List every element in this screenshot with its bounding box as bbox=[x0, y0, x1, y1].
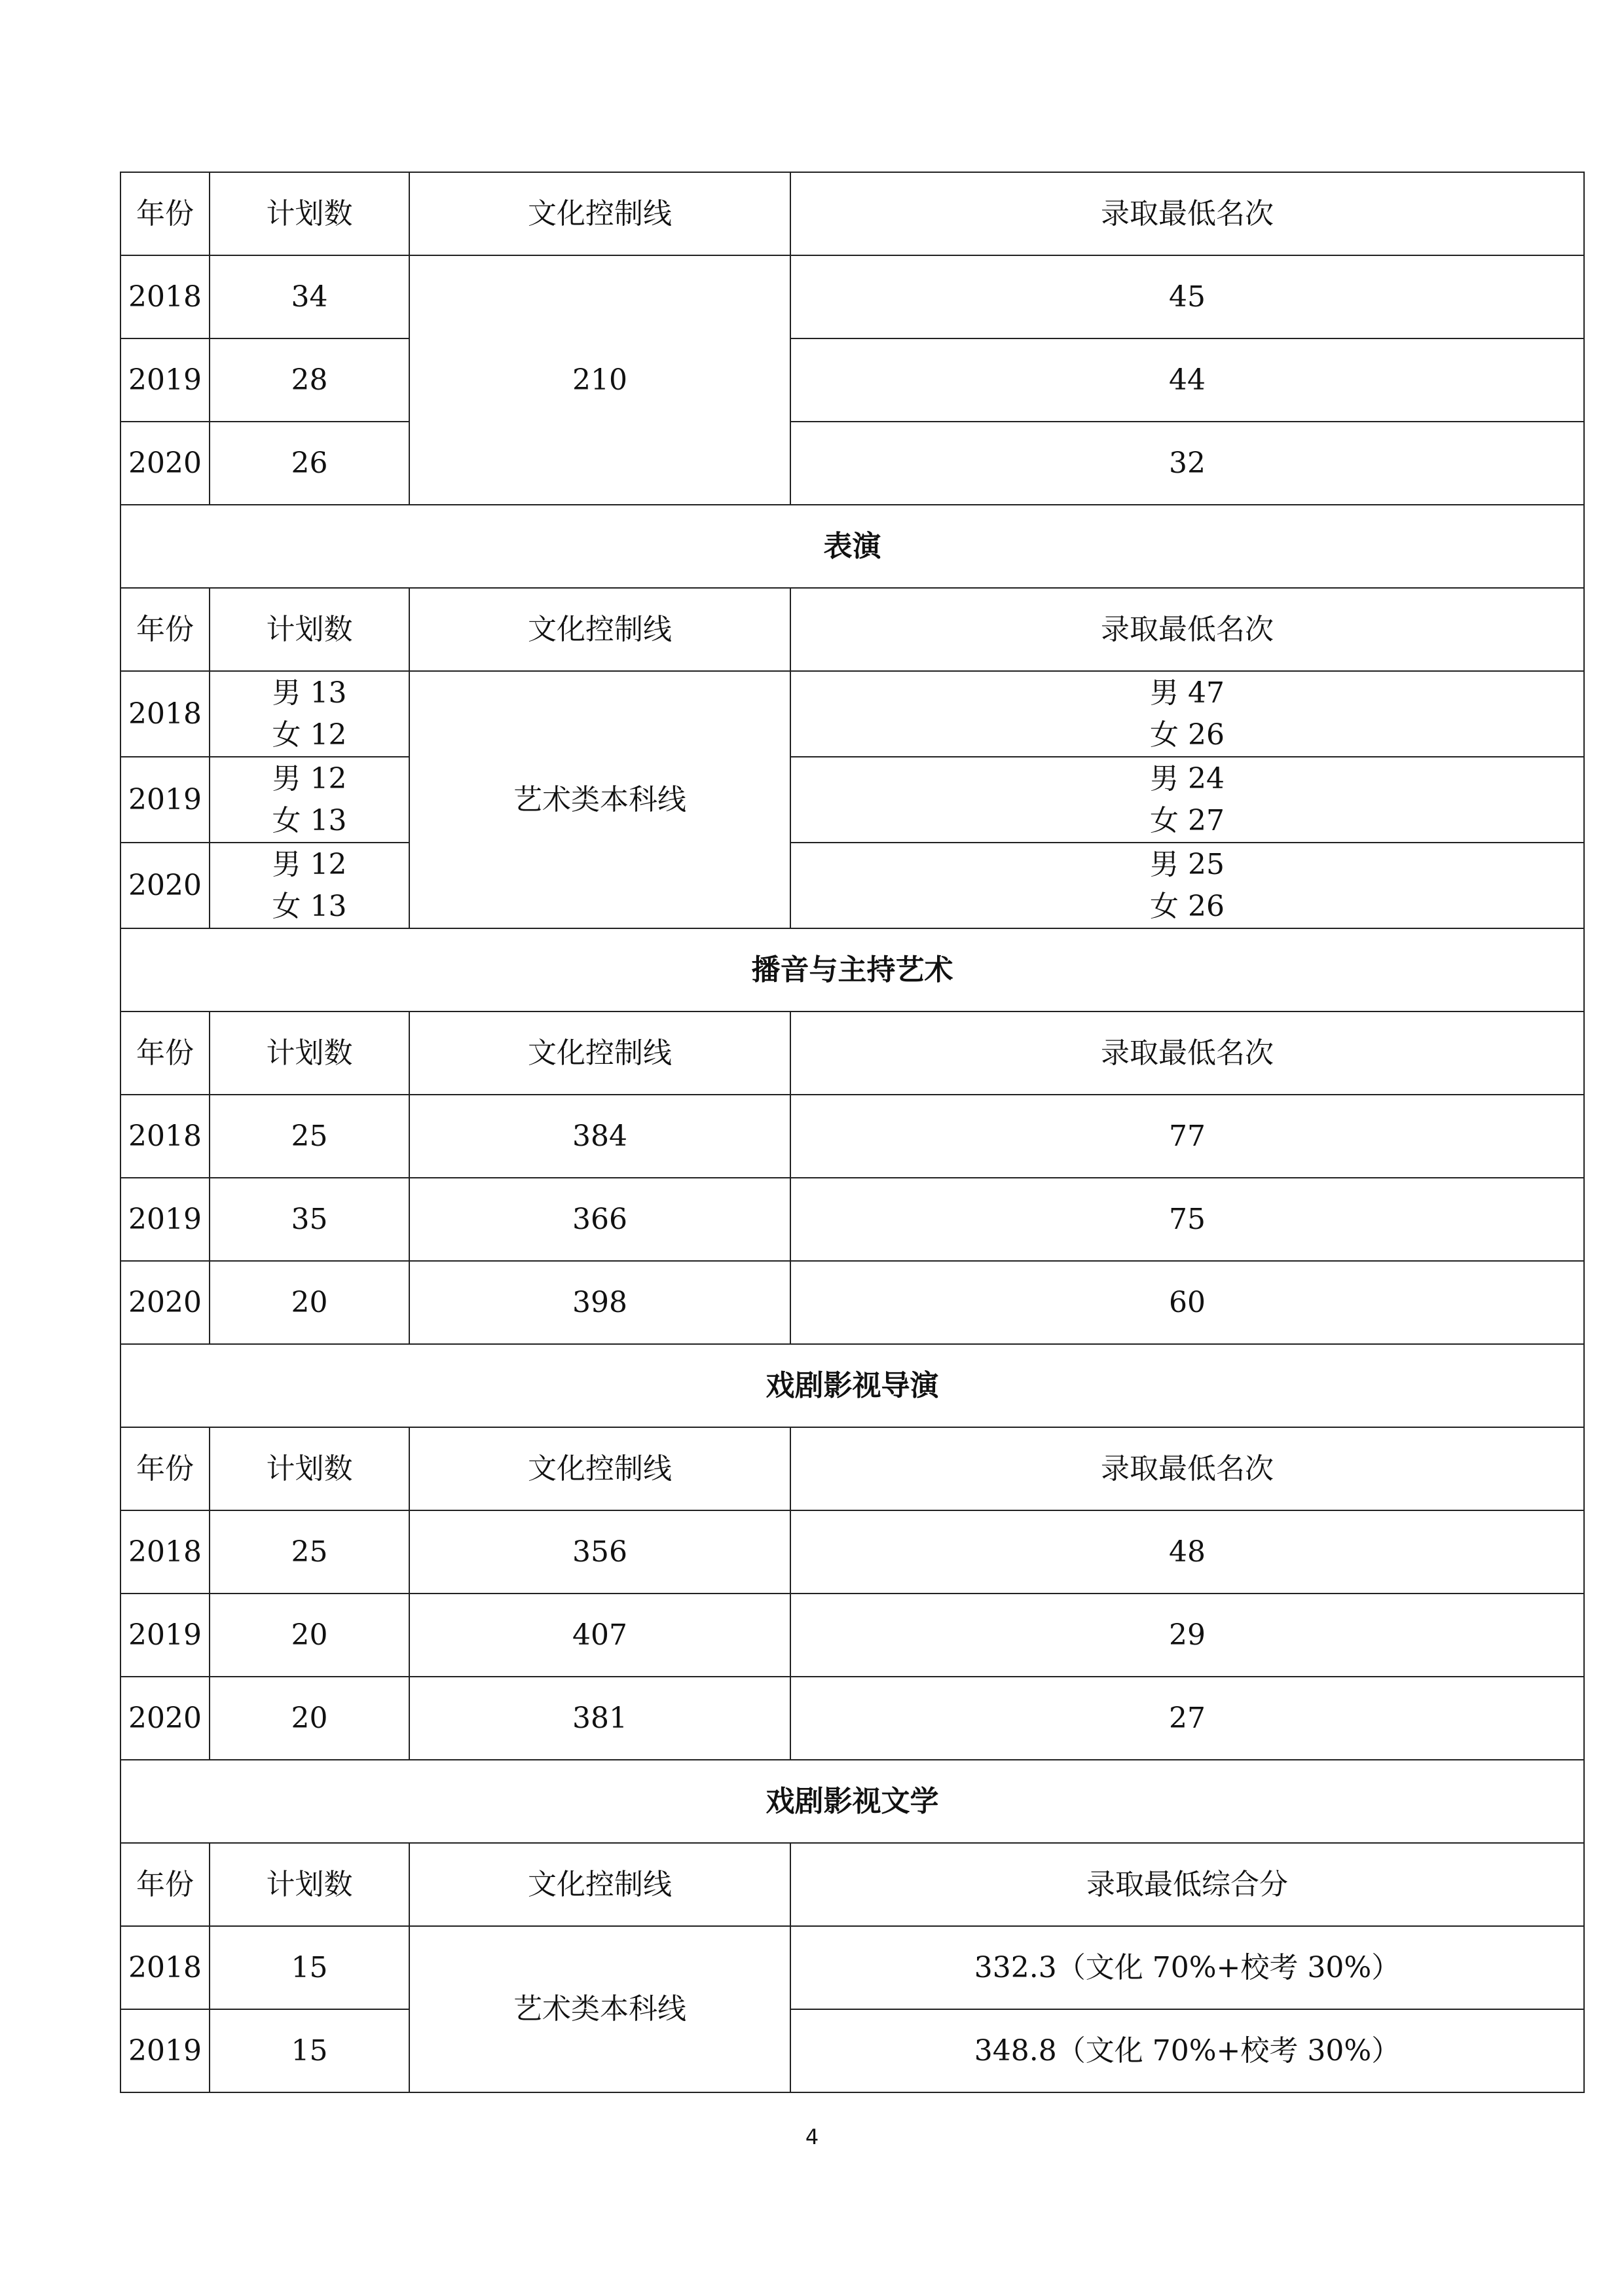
rank-cell: 48 bbox=[790, 1510, 1584, 1594]
year-cell: 2019 bbox=[120, 1594, 210, 1677]
plan-female: 女 12 bbox=[272, 718, 347, 752]
plan-female: 女 13 bbox=[272, 803, 347, 837]
header-plan: 计划数 bbox=[210, 1843, 409, 1926]
section-title-directing: 戏剧影视导演 bbox=[120, 1344, 1584, 1427]
header-year: 年份 bbox=[120, 1843, 210, 1926]
culture-line-cell: 356 bbox=[409, 1510, 790, 1594]
table-row bbox=[120, 1261, 1584, 1344]
header-culture-line: 文化控制线 bbox=[409, 588, 790, 671]
year-cell: 2018 bbox=[120, 671, 210, 757]
table-row bbox=[120, 1594, 1584, 1677]
header-min-score: 录取最低综合分 bbox=[790, 1843, 1584, 1926]
plan-cell: 20 bbox=[210, 1677, 409, 1760]
plan-male: 男 13 bbox=[272, 676, 347, 710]
culture-line-cell: 381 bbox=[409, 1677, 790, 1760]
header-year: 年份 bbox=[120, 1427, 210, 1510]
table-row bbox=[120, 422, 1584, 505]
year-cell: 2020 bbox=[120, 1261, 210, 1344]
header-year: 年份 bbox=[120, 172, 210, 255]
rank-cell: 45 bbox=[790, 255, 1584, 338]
plan-cell: 35 bbox=[210, 1178, 409, 1261]
rank-male: 男 47 bbox=[1150, 676, 1225, 710]
rank-cell: 77 bbox=[790, 1095, 1584, 1178]
plan-cell: 20 bbox=[210, 1261, 409, 1344]
section-title-literature: 戏剧影视文学 bbox=[120, 1760, 1584, 1843]
rank-cell bbox=[790, 757, 1584, 843]
year-cell: 2020 bbox=[120, 843, 210, 928]
header-culture-line: 文化控制线 bbox=[409, 1843, 790, 1926]
table-row bbox=[120, 338, 1584, 422]
rank-cell: 29 bbox=[790, 1594, 1584, 1677]
plan-cell: 20 bbox=[210, 1594, 409, 1677]
rank-female: 女 26 bbox=[1150, 889, 1225, 923]
score-cell: 348.8（文化 70%+校考 30%） bbox=[790, 2009, 1584, 2092]
year-cell: 2020 bbox=[120, 1677, 210, 1760]
table-row bbox=[120, 2009, 1584, 2092]
year-cell: 2019 bbox=[120, 2009, 210, 2092]
header-min-rank: 录取最低名次 bbox=[790, 1427, 1584, 1510]
section-row bbox=[120, 1760, 1584, 1843]
culture-line-cell: 366 bbox=[409, 1178, 790, 1261]
plan-cell bbox=[210, 671, 409, 757]
header-min-rank: 录取最低名次 bbox=[790, 588, 1584, 671]
year-cell: 2018 bbox=[120, 1510, 210, 1594]
plan-cell: 28 bbox=[210, 338, 409, 422]
header-row bbox=[120, 588, 1584, 671]
header-year: 年份 bbox=[120, 588, 210, 671]
rank-cell: 27 bbox=[790, 1677, 1584, 1760]
table-row bbox=[120, 1677, 1584, 1760]
admission-table bbox=[120, 172, 1585, 2093]
plan-cell bbox=[210, 757, 409, 843]
header-row bbox=[120, 1427, 1584, 1510]
header-culture-line: 文化控制线 bbox=[409, 1427, 790, 1510]
header-row bbox=[120, 1011, 1584, 1095]
culture-line-cell: 384 bbox=[409, 1095, 790, 1178]
header-culture-line: 文化控制线 bbox=[409, 1011, 790, 1095]
plan-female: 女 13 bbox=[272, 889, 347, 923]
rank-cell bbox=[790, 671, 1584, 757]
page-number: 4 bbox=[805, 2124, 819, 2149]
plan-cell: 15 bbox=[210, 1926, 409, 2009]
rank-cell: 75 bbox=[790, 1178, 1584, 1261]
plan-male: 男 12 bbox=[272, 761, 347, 795]
year-cell: 2019 bbox=[120, 338, 210, 422]
section-title-broadcasting: 播音与主持艺术 bbox=[120, 928, 1584, 1011]
table-row bbox=[120, 1510, 1584, 1594]
table-row bbox=[120, 671, 1584, 757]
culture-line-cell: 艺术类本科线 bbox=[409, 1926, 790, 2092]
rank-female: 女 27 bbox=[1150, 803, 1225, 837]
plan-cell: 25 bbox=[210, 1095, 409, 1178]
section-row bbox=[120, 1344, 1584, 1427]
header-culture-line: 文化控制线 bbox=[409, 172, 790, 255]
plan-cell: 25 bbox=[210, 1510, 409, 1594]
section-row bbox=[120, 928, 1584, 1011]
plan-male: 男 12 bbox=[272, 847, 347, 881]
table-row bbox=[120, 843, 1584, 928]
header-row bbox=[120, 1843, 1584, 1926]
table-row bbox=[120, 757, 1584, 843]
header-plan: 计划数 bbox=[210, 1011, 409, 1095]
rank-cell: 32 bbox=[790, 422, 1584, 505]
year-cell: 2018 bbox=[120, 255, 210, 338]
year-cell: 2019 bbox=[120, 1178, 210, 1261]
rank-cell: 60 bbox=[790, 1261, 1584, 1344]
rank-male: 男 24 bbox=[1150, 761, 1225, 795]
header-min-rank: 录取最低名次 bbox=[790, 1011, 1584, 1095]
header-plan: 计划数 bbox=[210, 172, 409, 255]
table-row bbox=[120, 1926, 1584, 2009]
culture-line-cell: 407 bbox=[409, 1594, 790, 1677]
rank-female: 女 26 bbox=[1150, 718, 1225, 752]
culture-line-cell: 艺术类本科线 bbox=[409, 671, 790, 928]
header-row bbox=[120, 172, 1584, 255]
culture-line-cell: 210 bbox=[409, 255, 790, 505]
year-cell: 2019 bbox=[120, 757, 210, 843]
year-cell: 2018 bbox=[120, 1095, 210, 1178]
table-row bbox=[120, 1178, 1584, 1261]
rank-cell bbox=[790, 843, 1584, 928]
plan-cell: 34 bbox=[210, 255, 409, 338]
plan-cell bbox=[210, 843, 409, 928]
header-min-rank: 录取最低名次 bbox=[790, 172, 1584, 255]
header-year: 年份 bbox=[120, 1011, 210, 1095]
header-plan: 计划数 bbox=[210, 1427, 409, 1510]
score-cell: 332.3（文化 70%+校考 30%） bbox=[790, 1926, 1584, 2009]
culture-line-cell: 398 bbox=[409, 1261, 790, 1344]
section-title-performance: 表演 bbox=[120, 505, 1584, 588]
header-plan: 计划数 bbox=[210, 588, 409, 671]
table-row bbox=[120, 255, 1584, 338]
rank-male: 男 25 bbox=[1150, 847, 1225, 881]
rank-cell: 44 bbox=[790, 338, 1584, 422]
year-cell: 2018 bbox=[120, 1926, 210, 2009]
table-row bbox=[120, 1095, 1584, 1178]
section-row bbox=[120, 505, 1584, 588]
plan-cell: 26 bbox=[210, 422, 409, 505]
year-cell: 2020 bbox=[120, 422, 210, 505]
plan-cell: 15 bbox=[210, 2009, 409, 2092]
